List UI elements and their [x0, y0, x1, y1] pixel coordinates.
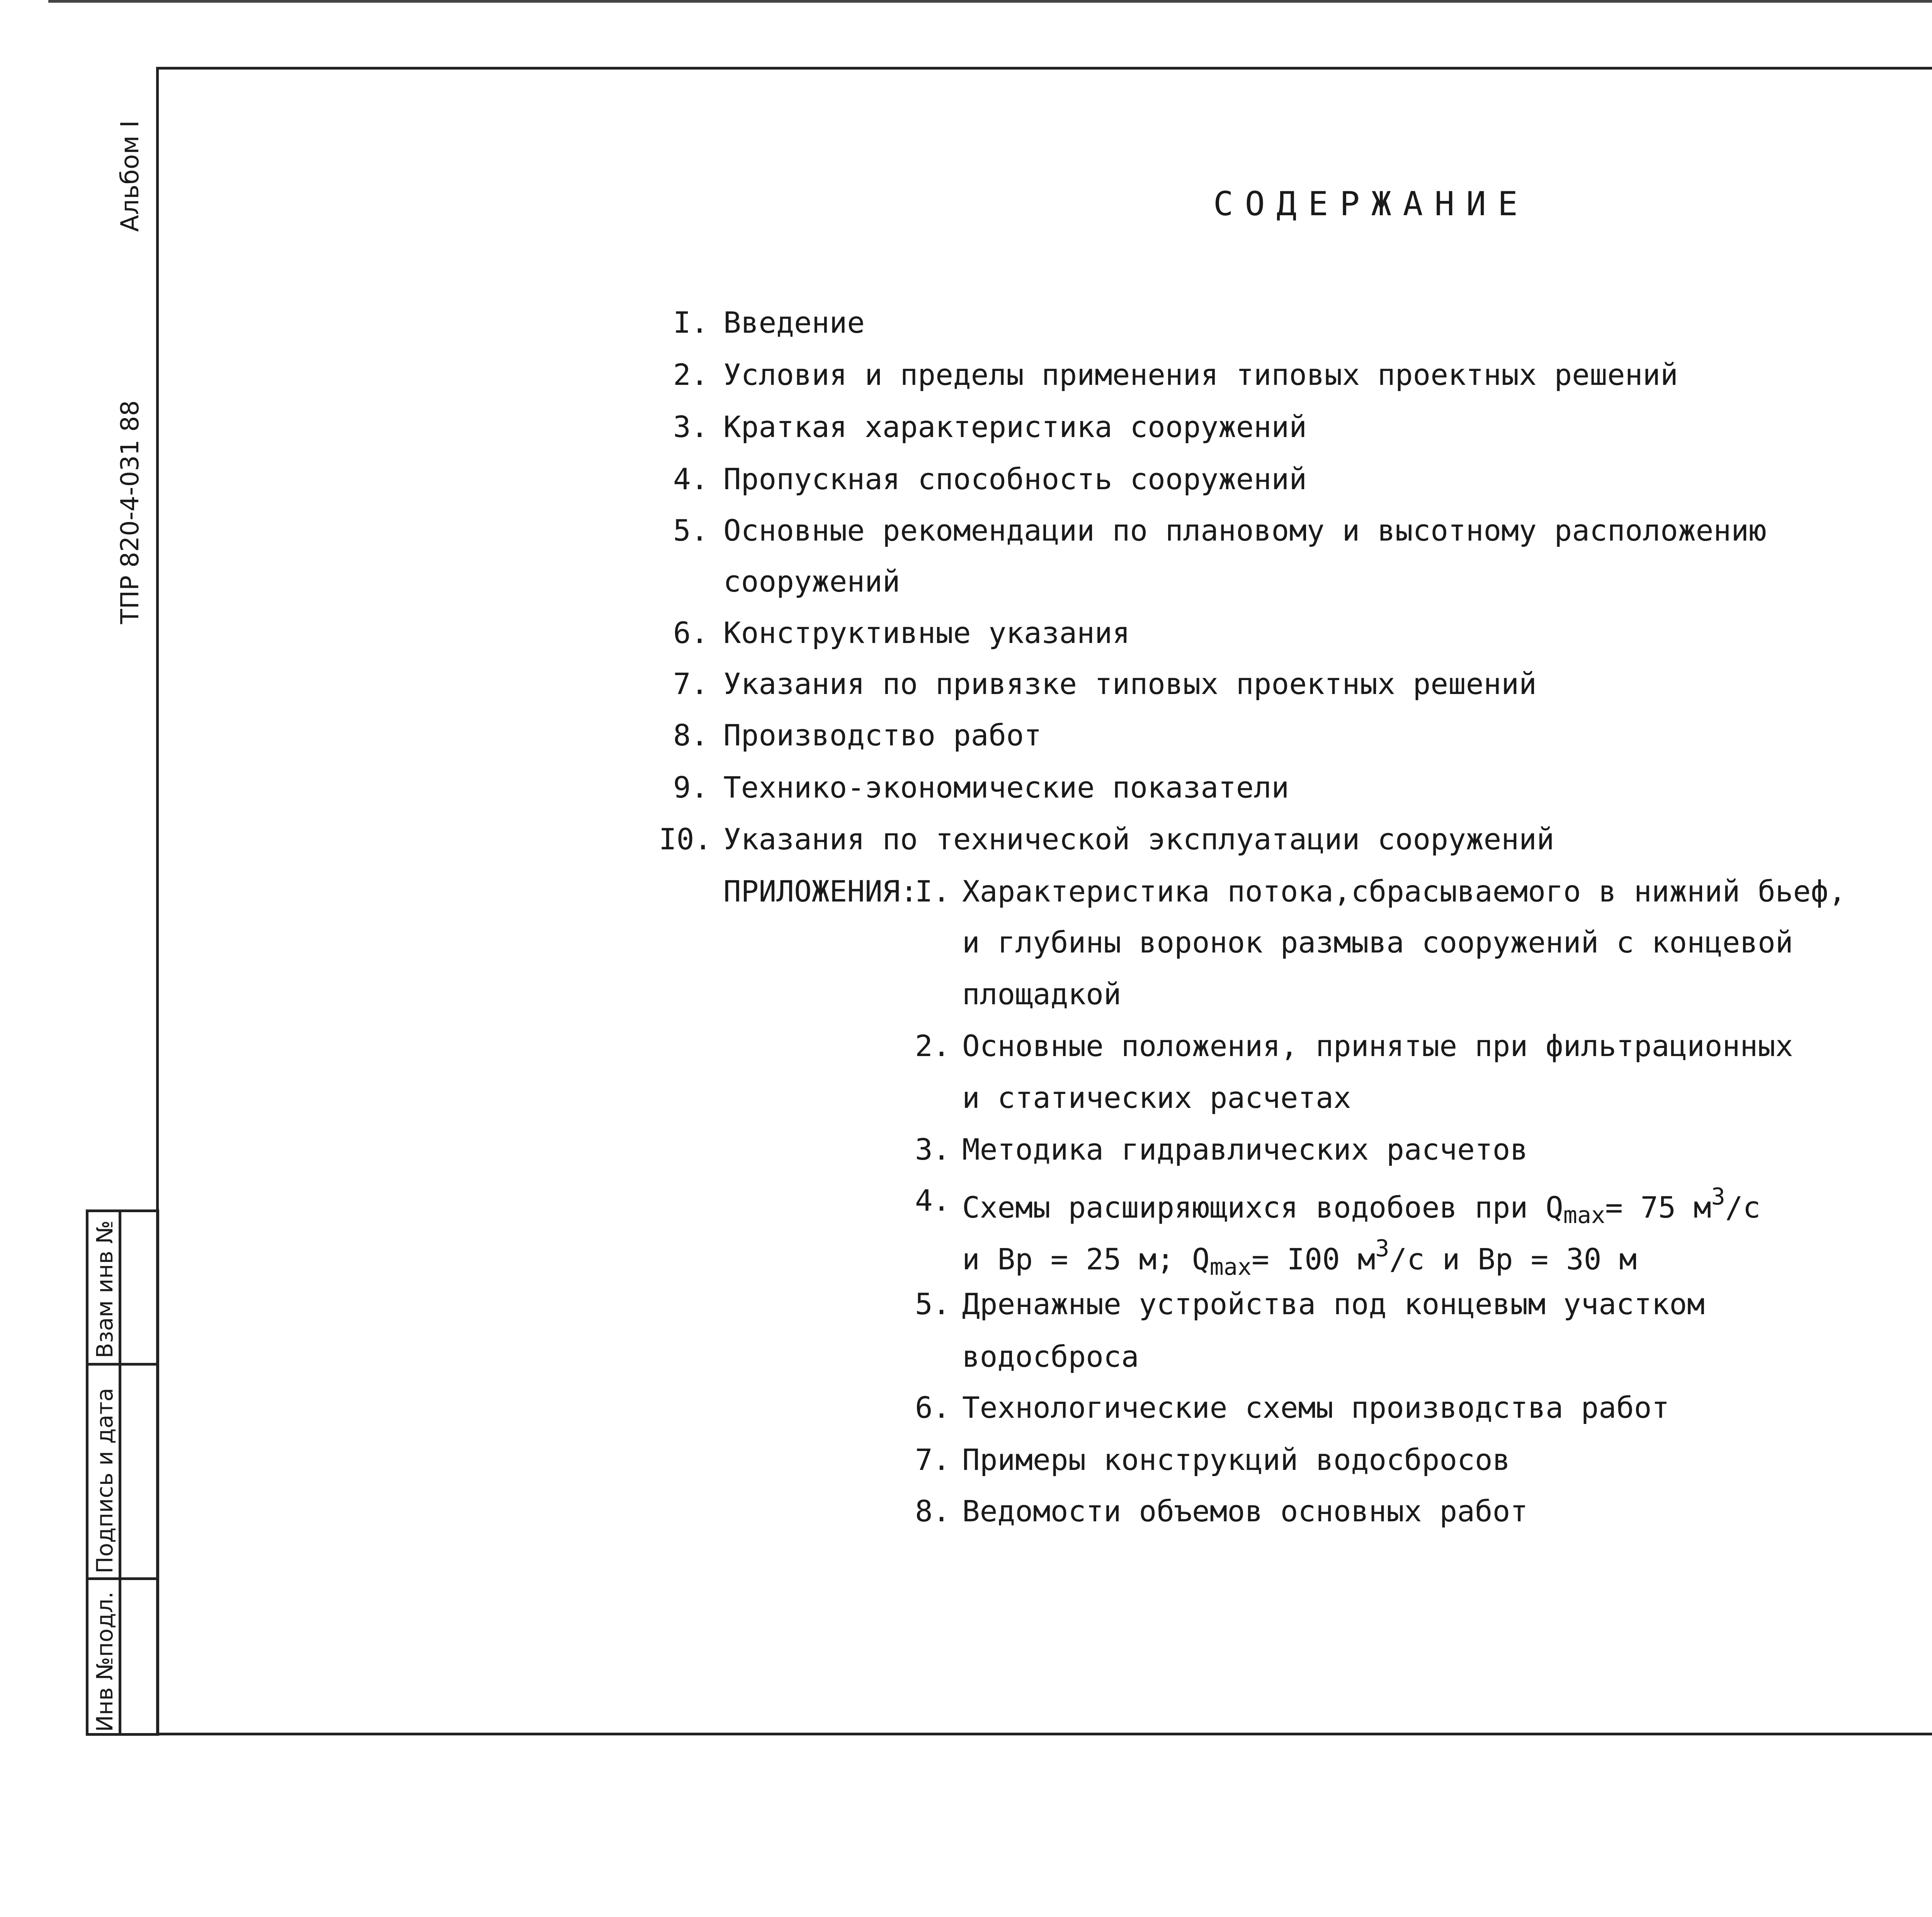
- appendix-item-number: 4.: [915, 1183, 951, 1218]
- appendix-item-formula-line: и Вр = 25 м; $Q_{max}= I00$ $м^3/с$ и Вр = 30 м: [962, 1235, 1637, 1281]
- toc-item-number: 5.: [673, 513, 709, 548]
- stamp-divider: [88, 1363, 156, 1366]
- stamp-podpis-data: Подпись и дата: [92, 1388, 118, 1573]
- toc-item-number: I.: [673, 305, 709, 340]
- appendix-item-number: 6.: [915, 1390, 951, 1425]
- toc-item-text: Указания по технической эксплуатации сооружений: [723, 822, 1554, 856]
- toc-item-number: 6.: [673, 616, 709, 650]
- album-label: Альбом I: [116, 120, 145, 232]
- toc-item-number: 3.: [673, 410, 709, 444]
- appendix-item-number: I.: [915, 874, 951, 908]
- toc-item-text: Краткая характеристика сооружений: [723, 410, 1307, 444]
- appendix-item-number: 8.: [915, 1494, 951, 1528]
- top-rule: [48, 0, 1932, 3]
- toc-item-text: Технико-экономические показатели: [723, 770, 1289, 805]
- appendix-item-number: 3.: [915, 1132, 951, 1167]
- appendix-item-text: Примеры конструкций водосбросов: [962, 1442, 1510, 1477]
- margin-stamp: [86, 1209, 159, 1736]
- stamp-divider: [88, 1577, 156, 1580]
- toc-item-text: Пропускная способность сооружений: [723, 462, 1307, 496]
- stamp-divider: [119, 1212, 121, 1733]
- toc-item-text: Условия и пределы применения типовых проектных решений: [723, 357, 1678, 392]
- toc-item-number: 8.: [673, 718, 709, 752]
- toc-item-number: 9.: [673, 770, 709, 805]
- toc-item-number: 4.: [673, 462, 709, 496]
- appendix-item-text: Основные положения, принятые при фильтрационных: [962, 1029, 1793, 1063]
- appendix-item-text: Ведомости объемов основных работ: [962, 1494, 1528, 1528]
- appendix-item-number: 7.: [915, 1442, 951, 1477]
- appendix-item-text: водосброса: [962, 1339, 1139, 1374]
- toc-item-number: 2.: [673, 357, 709, 392]
- stamp-inv-podl: Инв №подл.: [92, 1591, 118, 1732]
- toc-item-text: Конструктивные указания: [723, 616, 1130, 650]
- appendix-item-text: и статических расчетах: [962, 1080, 1351, 1115]
- appendix-label: ПРИЛОЖЕНИЯ:: [723, 874, 918, 908]
- appendix-item-number: 5.: [915, 1287, 951, 1321]
- appendix-item-text: Методика гидравлических расчетов: [962, 1132, 1528, 1167]
- appendix-item-text: и глубины воронок размыва сооружений с концевой: [962, 925, 1793, 959]
- toc-item-text: Указания по привязке типовых проектных решений: [723, 667, 1537, 701]
- toc-item-number: I0.: [659, 822, 712, 856]
- page-title: СОДЕРЖАНИЕ: [1213, 185, 1529, 223]
- toc-item-text: Основные рекомендации по плановому и высотному расположению: [723, 513, 1767, 548]
- document-code: ТПР 820-4-031 88: [116, 400, 145, 624]
- appendix-item-text: Дренажные устройства под концевым участком: [962, 1287, 1705, 1321]
- appendix-item-number: 2.: [915, 1029, 951, 1063]
- toc-item-number: 7.: [673, 667, 709, 701]
- appendix-item-formula-line: Схемы расширяющихся водобоев при $Q_{max}= 75$ $м^3/с$: [962, 1183, 1761, 1229]
- appendix-item-text: Характеристика потока,сбрасываемого в нижний бьеф,: [962, 874, 1846, 908]
- appendix-item-text: площадкой: [962, 977, 1121, 1011]
- toc-item-text-continued: сооружений: [723, 564, 900, 599]
- toc-item-text: Введение: [723, 305, 865, 340]
- toc-item-text: Производство работ: [723, 718, 1042, 752]
- stamp-vzam-inv: Взам инв №: [92, 1220, 118, 1358]
- appendix-item-text: Технологические схемы производства работ: [962, 1390, 1670, 1425]
